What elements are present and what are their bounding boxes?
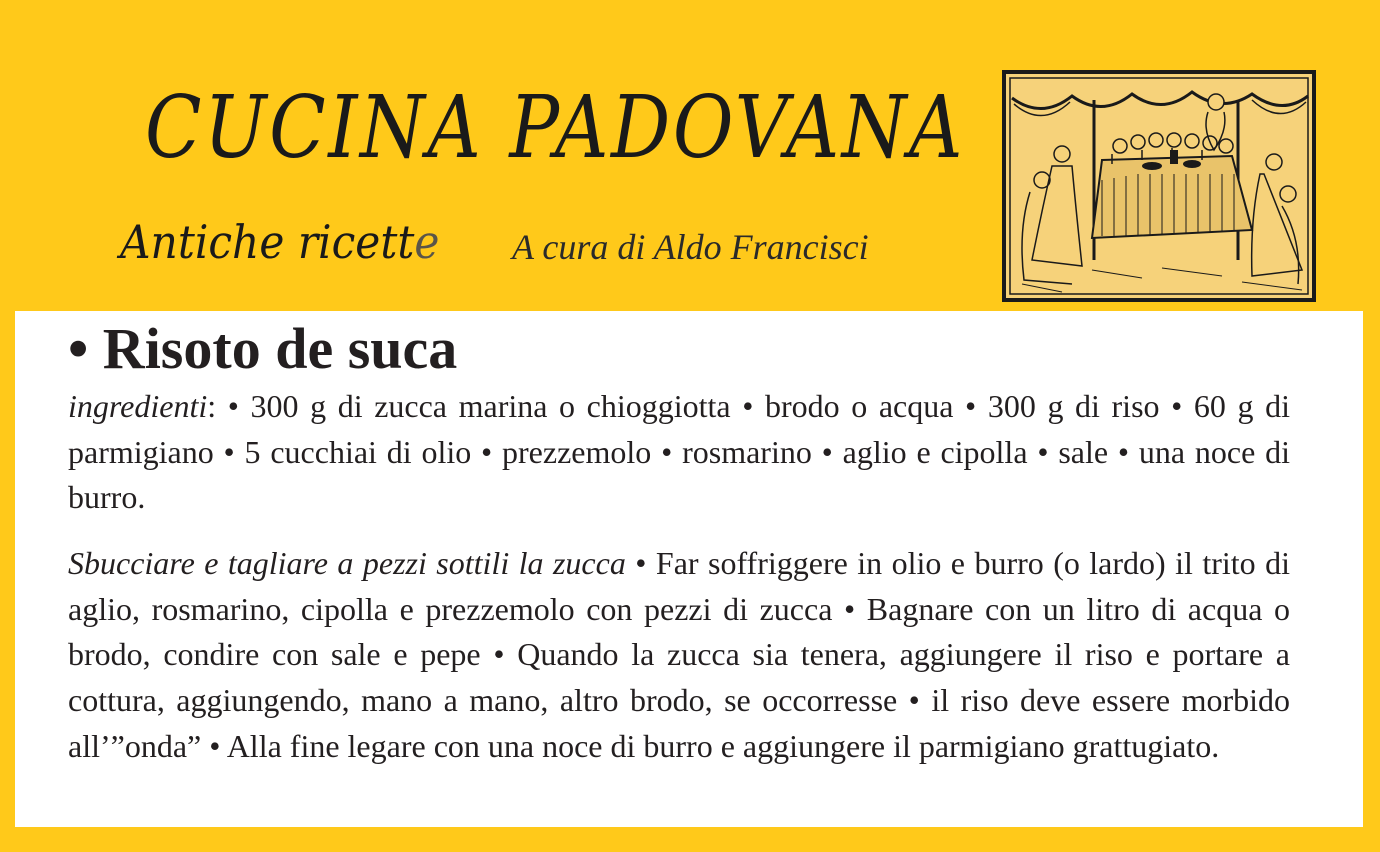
- method-intro: Sbucciare e tagliare a pezzi sottili la zucca: [68, 545, 626, 581]
- page-subtitle: [120, 215, 439, 269]
- woodcut-illustration: [1002, 70, 1316, 302]
- subtitle-main: Antiche ricett: [120, 215, 415, 269]
- ingredients-label: ingredienti: [68, 388, 208, 424]
- method-paragraph: [68, 541, 1290, 770]
- subtitle-last-letter: e: [414, 215, 440, 269]
- ingredients-paragraph: [68, 384, 1290, 521]
- method-steps: • Far soffriggere in olio e burro (o lardo) il trito di aglio, rosmarino, cipolla e prezzemolo con pezzi di zucca • Bagnare con un litro di acqua o brodo, condire con sale e pepe • Quando la zucca sia tenera, aggiungere il riso e portare a cottura, aggiungendo, mano a mano, altro brodo, se occorresse • il riso deve essere morbido all’”onda” • Alla fine legare con una noce di burro e aggiungere il parmigiano grattugiato.: [68, 545, 1291, 764]
- recipe-title: • Risoto de suca: [68, 316, 458, 381]
- ingredients-list: : • 300 g di zucca marina o chioggiotta • brodo o acqua • 300 g di riso • 60 g di parmigiano • 5 cucchiai di olio • prezzemolo • rosmarino • aglio e cipolla • sale • una noce di burro.: [68, 388, 1290, 516]
- author-credit: A cura di Aldo Francisci: [512, 227, 869, 267]
- page-title: CUCINA PADOVANA: [145, 78, 966, 178]
